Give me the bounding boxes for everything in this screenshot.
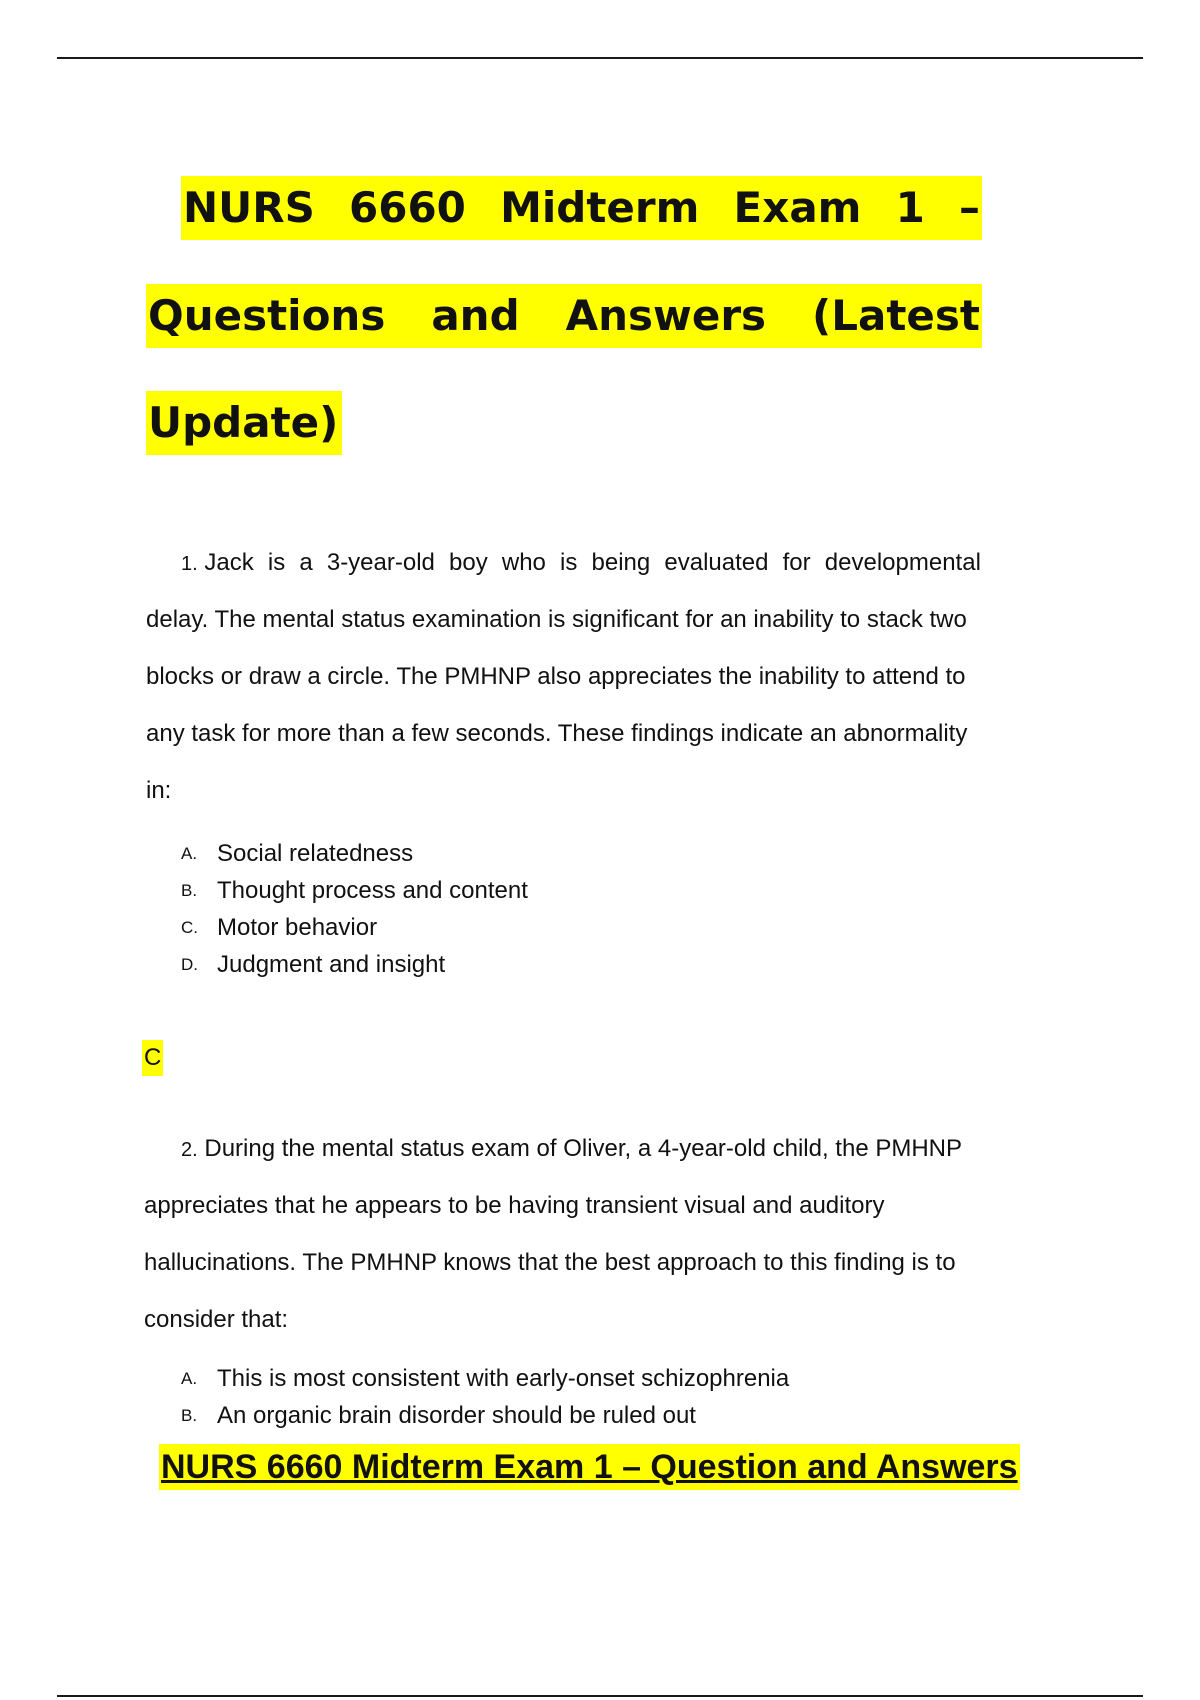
question-number: 1. — [181, 553, 198, 575]
footer-rule — [57, 1695, 1143, 1697]
question-word: who — [501, 549, 546, 576]
title-word: 6660 — [349, 183, 466, 232]
question-1-text: delay. The mental status examination is significant for an inability to stack two blocks or draw a circle. The PMHNP also appreciates the inability to attend to any task for more than a few seconds. These findings indicate an abnormality in: — [146, 606, 968, 804]
option-text: Thought process and content — [217, 877, 528, 904]
question-2-options — [181, 1360, 981, 1434]
question-word: is — [560, 549, 578, 576]
title-word: Exam — [733, 183, 862, 232]
option-letter: A. — [181, 1369, 198, 1388]
option-text: This is most consistent with early-onset schizophrenia — [217, 1365, 790, 1392]
question-number: 2. — [181, 1139, 198, 1161]
question-word: Jack — [204, 549, 254, 576]
question-word: developmental — [824, 549, 981, 576]
option-a — [181, 835, 981, 872]
title-word: NURS — [183, 183, 315, 232]
question-word: boy — [449, 549, 488, 576]
option-text: An organic brain disorder should be ruled out — [217, 1402, 696, 1429]
question-1-answer: C — [142, 1040, 163, 1076]
option-d — [181, 946, 981, 983]
question-word: being — [591, 549, 651, 576]
option-text: Judgment and insight — [217, 951, 446, 978]
question-word: is — [267, 549, 286, 576]
title-word: Midterm — [500, 183, 700, 232]
option-letter: D. — [181, 955, 198, 974]
title-word: Answers — [565, 291, 767, 340]
question-word: evaluated — [664, 549, 769, 576]
header-rule — [57, 57, 1143, 59]
document-title-line-1 — [181, 176, 982, 240]
question-word: 3-year-old — [326, 549, 435, 576]
option-c — [181, 909, 981, 946]
option-letter: B. — [181, 881, 198, 900]
option-b — [181, 872, 981, 909]
footer-title: NURS 6660 Midterm Exam 1 – Question and Answers — [159, 1444, 1020, 1490]
title-word: 1 — [895, 183, 925, 232]
option-text: Social relatedness — [217, 840, 414, 867]
option-b — [181, 1397, 981, 1434]
question-2-first-line — [181, 1120, 1014, 1179]
title-word: Update) — [148, 398, 339, 447]
option-letter: B. — [181, 1406, 198, 1425]
option-letter: C. — [181, 918, 198, 937]
question-word: for — [782, 549, 811, 576]
question-1-first-line — [181, 534, 981, 593]
title-word: and — [431, 291, 520, 340]
option-text: Motor behavior — [217, 914, 378, 941]
document-title-line-3 — [146, 391, 342, 455]
title-word: (Latest — [812, 291, 980, 340]
question-2-line1-text: During the mental status exam of Oliver, a 4-year-old child, the PMHNP — [204, 1135, 963, 1162]
title-word: Questions — [148, 291, 386, 340]
option-a — [181, 1360, 981, 1397]
question-2-text: appreciates that he appears to be having transient visual and auditory hallucinations. The PMHNP knows that the best approach to this finding is to consider that: — [144, 1192, 956, 1333]
question-word: a — [299, 549, 313, 576]
option-letter: A. — [181, 844, 198, 863]
question-1-options — [181, 835, 981, 983]
document-title-line-2 — [146, 284, 982, 348]
title-word: – — [958, 183, 980, 232]
